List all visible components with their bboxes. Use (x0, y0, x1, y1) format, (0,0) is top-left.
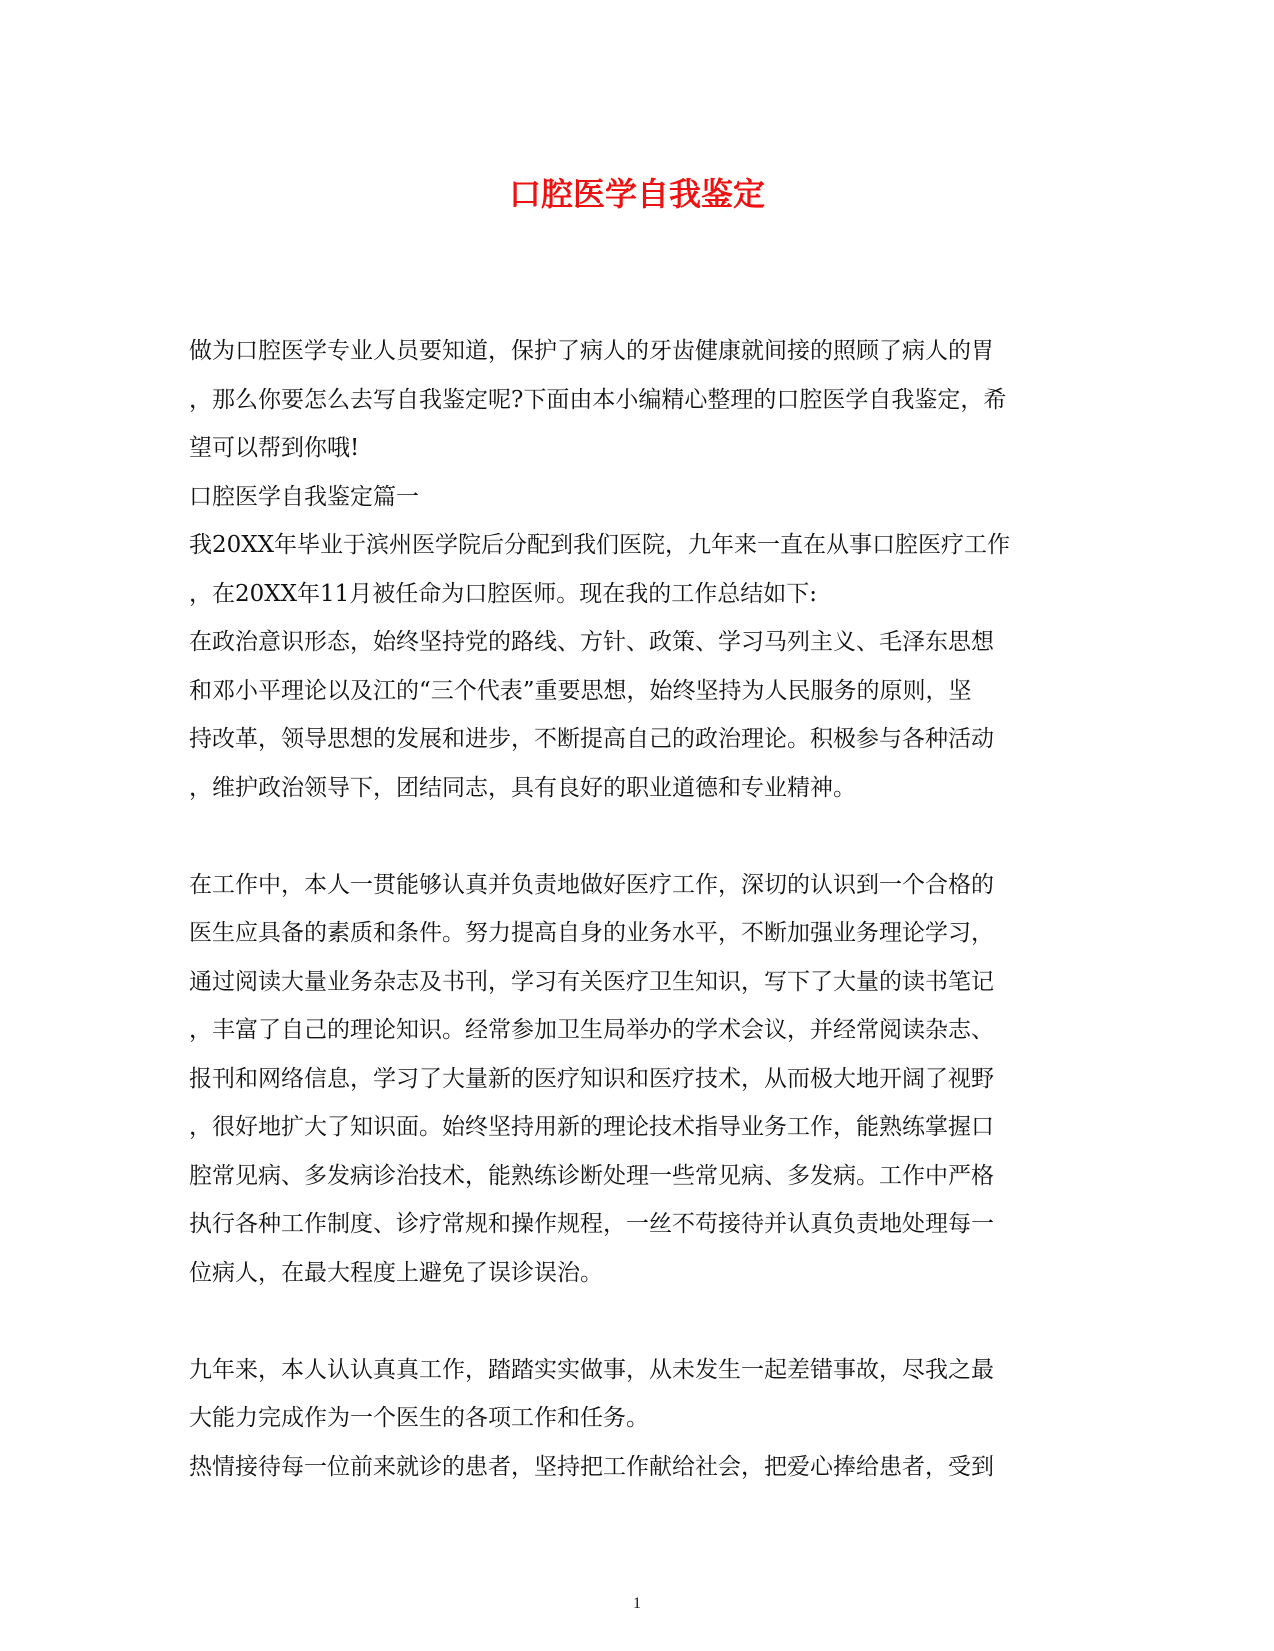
body-line: ，很好地扩大了知识面。始终坚持用新的理论技术指导业务工作，能熟练掌握口 (189, 1114, 994, 1140)
body-line: 持改革，领导思想的发展和进步，不断提高自己的政治理论。积极参与各种活动 (189, 726, 994, 752)
body-line: 在工作中，本人一贯能够认真并负责地做好医疗工作，深切的认识到一个合格的 (189, 871, 994, 898)
body-line: ，丰富了自己的理论知识。经常参加卫生局举办的学术会议，并经常阅读杂志、 (189, 1017, 994, 1043)
body-line: 大能力完成作为一个医生的各项工作和任务。 (189, 1405, 649, 1431)
paragraph-gap (189, 812, 1085, 861)
document-body (189, 327, 1085, 1491)
body-line: 执行各种工作制度、诊疗常规和操作规程，一丝不苟接待并认真负责地处理每一 (189, 1211, 994, 1237)
document-title: 口腔医学自我鉴定 (508, 175, 765, 213)
body-line: 位病人，在最大程度上避免了误诊误治。 (189, 1259, 603, 1286)
paragraph-gap (189, 1297, 1085, 1346)
body-line: 九年来，本人认认真真工作，踏踏实实做事，从未发生一起差错事故，尽我之最 (189, 1356, 994, 1383)
body-line: 腔常见病、多发病诊治技术，能熟练诊断处理一些常见病、多发病。工作中严格 (189, 1162, 994, 1189)
body-line: 做为口腔医学专业人员要知道，保护了病人的牙齿健康就间接的照顾了病人的胃 (189, 338, 994, 364)
section-heading: 口腔医学自我鉴定篇一 (189, 483, 419, 510)
body-line: 我20XX年毕业于滨州医学院后分配到我们医院，九年来一直在从事口腔医疗工作 (189, 532, 1011, 558)
body-line: 报刊和网络信息，学习了大量新的医疗知识和医疗技术，从而极大地开阔了视野 (189, 1065, 994, 1092)
body-line: ，维护政治领导下，团结同志，具有良好的职业道德和专业精神。 (189, 774, 856, 801)
body-line: 通过阅读大量业务杂志及书刊，学习有关医疗卫生知识，写下了大量的读书笔记 (189, 968, 994, 995)
page-number: 1 (633, 1595, 641, 1612)
body-line: ，那么你要怎么去写自我鉴定呢?下面由本小编精心整理的口腔医学自我鉴定，希 (189, 386, 1007, 413)
body-line: ，在20XX年11月被任命为口腔医师。现在我的工作总结如下: (189, 580, 818, 607)
body-line: 和邓小平理论以及江的“三个代表”重要思想，始终坚持为人民服务的原则，坚 (189, 677, 972, 704)
body-line: 在政治意识形态，始终坚持党的路线、方针、政策、学习马列主义、毛泽东思想 (189, 629, 994, 655)
body-line: 医生应具备的素质和条件。努力提高自身的业务水平，不断加强业务理论学习， (189, 920, 994, 946)
body-line: 望可以帮到你哦! (189, 435, 360, 461)
body-line: 热情接待每一位前来就诊的患者，坚持把工作献给社会，把爱心捧给患者，受到 (189, 1453, 994, 1480)
